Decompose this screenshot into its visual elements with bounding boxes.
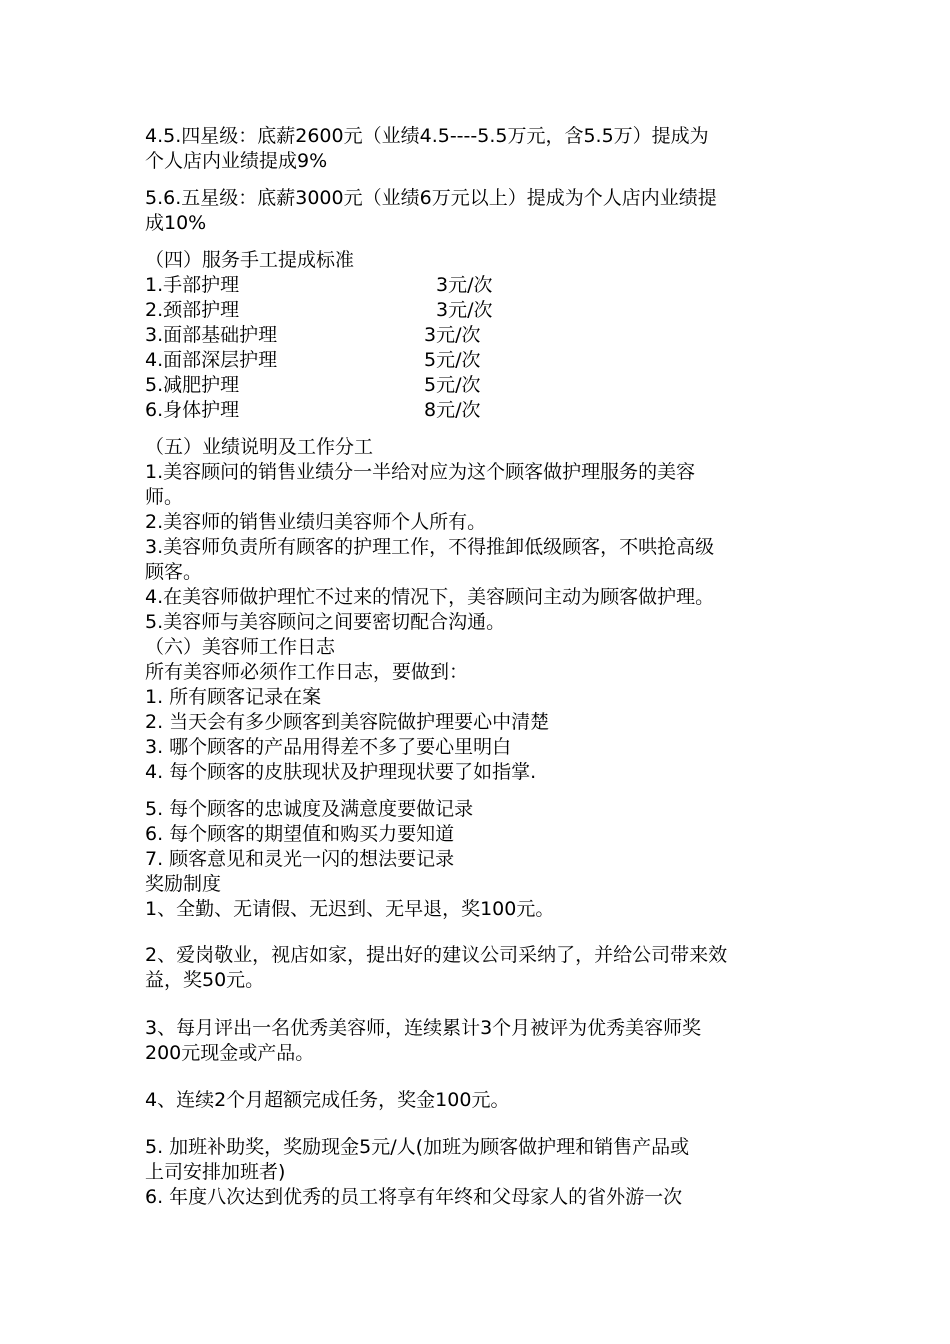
log-item: 3. 哪个顾客的产品用得差不多了要心里明白 [145, 736, 512, 758]
service-item-price: 3元/次 [436, 274, 493, 296]
reward-heading: 奖励制度 [145, 873, 222, 895]
performance-line: 3.美容师负责所有顾客的护理工作，不得推卸低级顾客，不哄抢高级 [145, 536, 715, 558]
log-item: 6. 每个顾客的期望值和购买力要知道 [145, 823, 455, 845]
service-item-price: 3元/次 [436, 299, 493, 321]
performance-line: 4.在美容师做护理忙不过来的情况下，美容顾问主动为顾客做护理。 [145, 586, 715, 608]
reward-line: 上司安排加班者) [145, 1161, 286, 1183]
service-item-name: 5.减肥护理 [145, 374, 240, 396]
service-item-name: 6.身体护理 [145, 399, 240, 421]
star-level-4-line1: 4.5.四星级：底薪2600元（业绩4.5----5.5万元，含5.5万）提成为 [145, 125, 709, 147]
log-item: 1. 所有顾客记录在案 [145, 686, 322, 708]
log-item: 5. 每个顾客的忠诚度及满意度要做记录 [145, 798, 474, 820]
service-heading: （四）服务手工提成标准 [145, 249, 355, 271]
reward-line: 5. 加班补助奖，奖励现金5元/人(加班为顾客做护理和销售产品或 [145, 1136, 690, 1158]
performance-line: 师。 [145, 486, 184, 508]
reward-line: 2、爱岗敬业，视店如家，提出好的建议公司采纳了，并给公司带来效 [145, 944, 728, 966]
log-item: 4. 每个顾客的皮肤现状及护理现状要了如指掌. [145, 761, 537, 783]
star-level-4-line2: 个人店内业绩提成9% [145, 150, 328, 172]
service-item-price: 5元/次 [424, 374, 481, 396]
performance-heading: （五）业绩说明及工作分工 [145, 436, 374, 458]
reward-line: 4、连续2个月超额完成任务，奖金100元。 [145, 1089, 510, 1111]
performance-line: 2.美容师的销售业绩归美容师个人所有。 [145, 511, 487, 533]
log-heading: （六）美容师工作日志 [145, 636, 336, 658]
service-item-price: 8元/次 [424, 399, 481, 421]
star-level-5-line2: 成10% [145, 212, 207, 234]
reward-line: 益，奖50元。 [145, 969, 265, 991]
service-item-name: 4.面部深层护理 [145, 349, 278, 371]
service-item-name: 1.手部护理 [145, 274, 240, 296]
reward-line: 1、全勤、无请假、无迟到、无早退，奖100元。 [145, 898, 555, 920]
service-item-name: 2.颈部护理 [145, 299, 240, 321]
service-item-price: 3元/次 [424, 324, 481, 346]
performance-line: 5.美容师与美容顾问之间要密切配合沟通。 [145, 611, 506, 633]
reward-line: 3、每月评出一名优秀美容师，连续累计3个月被评为优秀美容师奖 [145, 1017, 702, 1039]
service-item-name: 3.面部基础护理 [145, 324, 278, 346]
performance-line: 顾客。 [145, 561, 203, 583]
performance-line: 1.美容顾问的销售业绩分一半给对应为这个顾客做护理服务的美容 [145, 461, 696, 483]
log-intro: 所有美容师必须作工作日志，要做到： [145, 661, 469, 683]
reward-line: 200元现金或产品。 [145, 1042, 315, 1064]
log-item: 2. 当天会有多少顾客到美容院做护理要心中清楚 [145, 711, 550, 733]
log-item: 7. 顾客意见和灵光一闪的想法要记录 [145, 848, 455, 870]
reward-line: 6. 年度八次达到优秀的员工将享有年终和父母家人的省外游一次 [145, 1186, 683, 1208]
service-item-price: 5元/次 [424, 349, 481, 371]
star-level-5-line1: 5.6.五星级：底薪3000元（业绩6万元以上）提成为个人店内业绩提 [145, 187, 717, 209]
